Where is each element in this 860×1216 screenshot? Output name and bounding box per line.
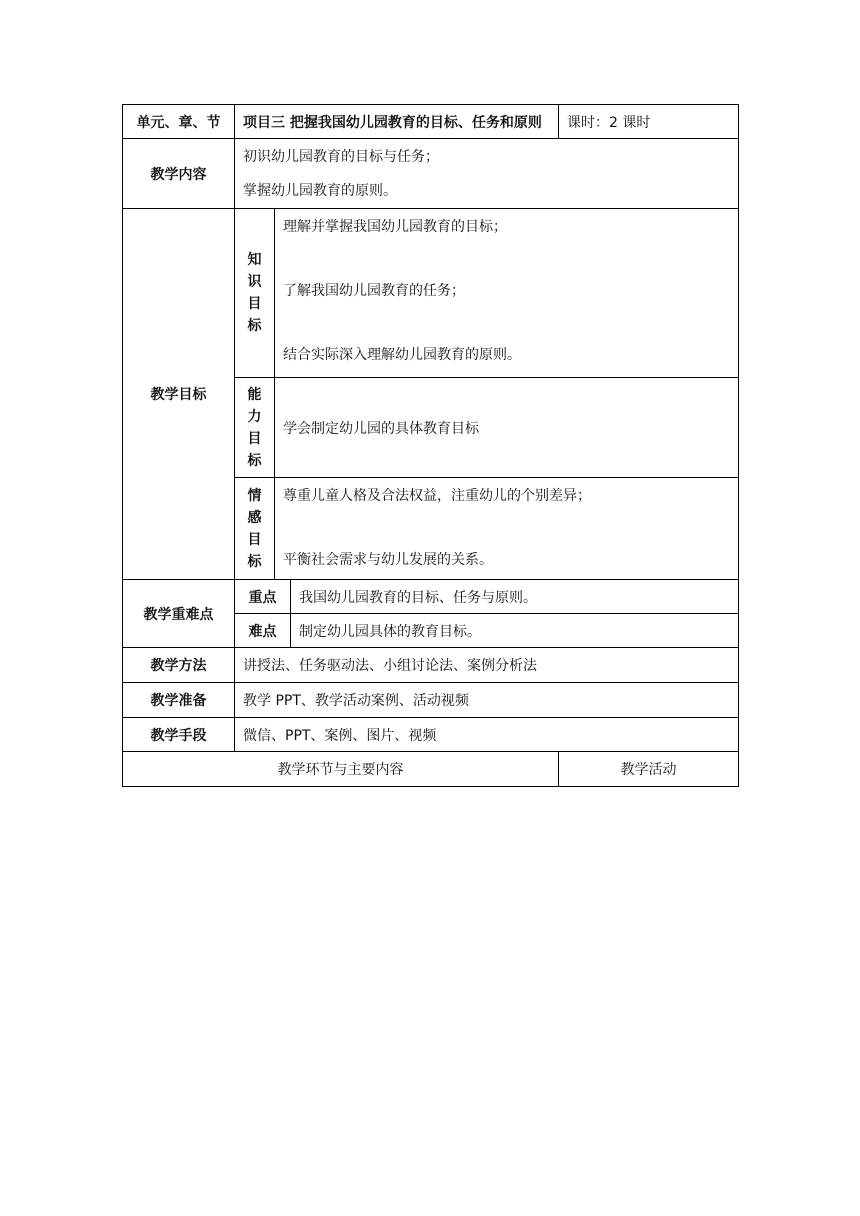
content-row — [123, 139, 739, 209]
emotion-objective-label — [235, 478, 275, 580]
methods-label: 教学方法 — [123, 648, 235, 683]
project-title: 项目三 把握我国幼儿园教育的目标、任务和原则 — [235, 105, 559, 139]
key-point-label: 重点 — [235, 580, 291, 614]
methods-text: 讲授法、任务驱动法、小组讨论法、案例分析法 — [235, 648, 739, 683]
knowledge-row — [123, 209, 739, 378]
knowledge-objective-text — [275, 209, 739, 378]
emotion-line: 尊重儿童人格及合法权益，注重幼儿的个别差异； — [283, 488, 591, 504]
label-char: 感 — [247, 509, 262, 526]
objectives-label: 教学目标 — [123, 209, 235, 580]
content-line: 初识幼儿园教育的目标与任务； — [243, 148, 439, 165]
preparation-label: 教学准备 — [123, 683, 235, 718]
footer-right: 教学活动 — [559, 752, 739, 787]
unit-label: 单元、章、节 — [123, 105, 235, 139]
label-char: 知 — [247, 252, 262, 268]
label-char: 标 — [247, 452, 262, 469]
label-char: 情 — [247, 487, 262, 504]
difficult-point-label: 难点 — [235, 614, 291, 648]
label-char: 标 — [247, 318, 262, 334]
preparation-text: 教学 PPT、教学活动案例、活动视频 — [235, 683, 739, 718]
label-char: 标 — [247, 553, 262, 570]
knowledge-line: 了解我国幼儿园教育的任务； — [283, 283, 465, 299]
label-char: 识 — [247, 274, 262, 290]
footer-row — [123, 752, 739, 787]
methods-row — [123, 648, 739, 683]
knowledge-line: 结合实际深入理解幼儿园教育的原则。 — [283, 347, 521, 363]
ability-objective-text: 学会制定幼儿园的具体教育目标 — [275, 378, 739, 478]
label-char: 目 — [247, 531, 262, 548]
key-point-text: 我国幼儿园教育的目标、任务与原则。 — [291, 580, 739, 614]
label-char: 能 — [247, 386, 262, 403]
class-hours: 课时：2 课时 — [559, 105, 739, 139]
footer-left: 教学环节与主要内容 — [123, 752, 559, 787]
label-char: 目 — [247, 296, 262, 312]
header-row — [123, 105, 739, 139]
label-char: 目 — [247, 430, 262, 447]
lesson-plan-table — [122, 104, 739, 787]
difficult-point-text: 制定幼儿园具体的教育目标。 — [291, 614, 739, 648]
emotion-line: 平衡社会需求与幼儿发展的关系。 — [283, 552, 493, 568]
content-label: 教学内容 — [123, 139, 235, 209]
means-label: 教学手段 — [123, 718, 235, 752]
knowledge-line: 理解并掌握我国幼儿园教育的目标； — [283, 219, 507, 235]
content-text — [235, 139, 739, 209]
ability-objective-label — [235, 378, 275, 478]
content-line: 掌握幼儿园教育的原则。 — [243, 182, 397, 199]
label-char: 力 — [247, 408, 262, 425]
key-difficult-label: 教学重难点 — [123, 580, 235, 648]
knowledge-objective-label — [235, 209, 275, 378]
emotion-objective-text — [275, 478, 739, 580]
key-point-row — [123, 580, 739, 614]
means-row — [123, 718, 739, 752]
means-text: 微信、PPT、案例、图片、视频 — [235, 718, 739, 752]
preparation-row — [123, 683, 739, 718]
